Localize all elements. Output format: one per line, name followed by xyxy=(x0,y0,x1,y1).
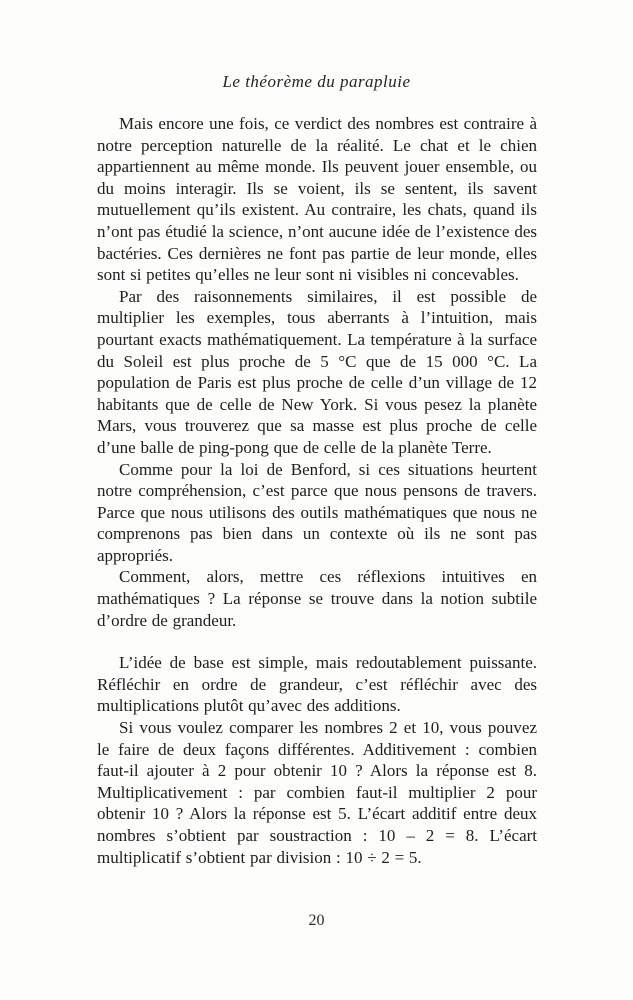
paragraph-1: Mais encore une fois, ce verdict des nombres est contraire à notre perception naturelle de la réalité. Le chat et le chien appartiennent au même monde. Ils peuvent jouer ensemble, ou du moins interagir. Ils se voient, ils se sentent, ils savent mutuellement qu’ils existent. Au contraire, les chats, quand ils n’ont pas étudié la science, n’ont aucune idée de l’existence des bactéries. Ces dernières ne font pas partie de leur monde, elles sont si petites qu’elles ne leur sont ni visibles ni concevables. xyxy=(97,114,537,285)
paragraph-4: Comment, alors, mettre ces réflexions intuitives en mathématiques ? La réponse se trouve dans la notion subtile d’ordre de grandeur. xyxy=(97,567,537,630)
text-block xyxy=(97,113,537,868)
paragraph-5: L’idée de base est simple, mais redoutablement puissante. Réfléchir en ordre de grandeur, c’est réfléchir avec des multiplications plutôt qu’avec des additions. xyxy=(97,653,537,716)
paragraph-6: Si vous voulez comparer les nombres 2 et 10, vous pouvez le faire de deux façons différentes. Additivement : combien faut-il ajouter à 2 pour obtenir 10 ? Alors la réponse est 8. Multiplicativement : par combien faut-il multiplier 2 pour obtenir 10 ? Alors la réponse est 5. L’écart additif entre deux nombres s’obtient par soustraction : 10 – 2 = 8. L’écart multiplicatif s’obtient par division : 10 ÷ 2 = 5. xyxy=(97,718,537,867)
running-header: Le théorème du parapluie xyxy=(222,72,411,91)
paragraph-3: Comme pour la loi de Benford, si ces situations heurtent notre compréhension, c’est parce que nous pensons de travers. Parce que nous utilisons des outils mathématiques que nous ne comprenons pas bien dans un contexte où ils ne sont pas appropriés. xyxy=(97,459,537,565)
paragraph-2: Par des raisonnements similaires, il est possible de multiplier les exemples, tous aberrants à l’intuition, mais pourtant exacts mathématiquement. La température à la surface du Soleil est plus proche de 5 °C que de 15 000 °C. La population de Paris est plus proche de celle d’un village de 12 habitants que de celle de New York. Si vous pesez la planète Mars, vous trouverez que sa masse est plus proche de celle d’une balle de ping-pong que de celle de la planète Terre. xyxy=(97,286,537,457)
page-number: 20 xyxy=(308,912,325,929)
